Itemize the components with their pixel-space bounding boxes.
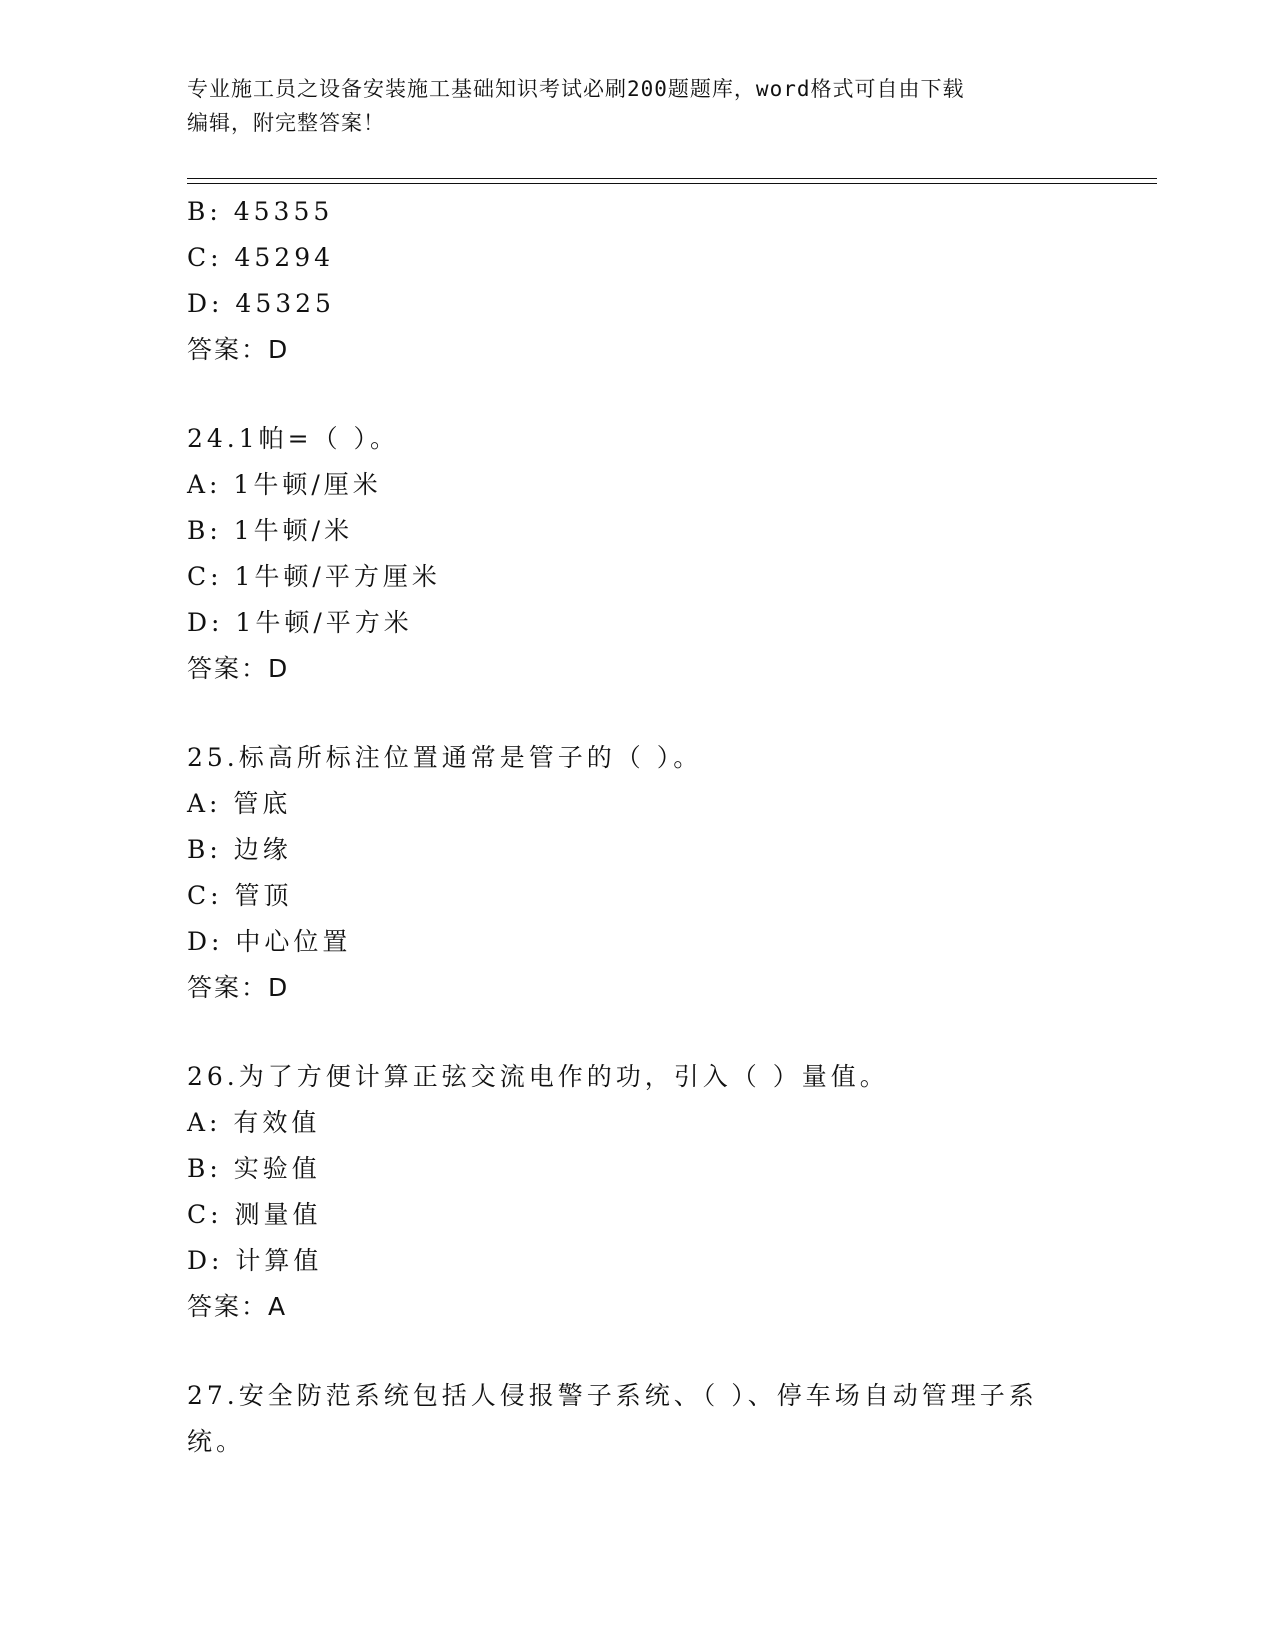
answer-line: 答案：D [187, 654, 290, 683]
header-divider-bottom [187, 183, 1157, 184]
answer-line: 答案：A [187, 1292, 288, 1321]
option-b: B: 1牛顿/米 [187, 516, 354, 545]
question-text: 26.为了方便计算正弦交流电作的功，引入（ ）量值。 [187, 1062, 889, 1091]
option-d: D: 1牛顿/平方米 [187, 608, 413, 637]
question-text: 25.标高所标注位置通常是管子的（ ）。 [187, 743, 703, 772]
document-header [187, 72, 1067, 140]
question-26-block [187, 1054, 1107, 1330]
option-c: C: 管顶 [187, 881, 293, 910]
question-25-block [187, 735, 1107, 1011]
spacer [187, 373, 1107, 416]
option-a: A: 有效值 [187, 1108, 321, 1137]
option-a: A: 管底 [187, 789, 292, 818]
question-text-line-1: 27.安全防范系统包括人侵报警子系统、（ ）、停车场自动管理子系 [187, 1381, 1038, 1410]
option-c: C: 1牛顿/平方厘米 [187, 562, 441, 591]
question-24-block [187, 416, 1107, 692]
option-b: B: 边缘 [187, 835, 292, 864]
spacer [187, 1330, 1107, 1373]
answer-line: 答案：D [187, 973, 290, 1002]
option-d: D: 计算值 [187, 1246, 323, 1275]
option-b: B: 实验值 [187, 1154, 321, 1183]
answer-line: 答案：D [187, 335, 290, 364]
header-divider-top [187, 178, 1157, 179]
option-d: D: 45325 [187, 289, 335, 318]
option-a: A: 1牛顿/厘米 [187, 470, 382, 499]
spacer [187, 1011, 1107, 1054]
option-d: D: 中心位置 [187, 927, 352, 956]
option-c: C: 45294 [187, 243, 335, 272]
question-text-line-2: 统。 [187, 1427, 246, 1456]
header-line-1: 专业施工员之设备安装施工基础知识考试必刷200题题库，word格式可自由下载 [187, 77, 965, 101]
question-27-block [187, 1373, 1107, 1465]
question-text: 24.1帕=（ ）。 [187, 424, 400, 453]
option-c: C: 测量值 [187, 1200, 322, 1229]
spacer [187, 692, 1107, 735]
question-list [187, 189, 1107, 1465]
option-b: B: 45355 [187, 197, 334, 226]
header-line-2: 编辑，附完整答案！ [187, 111, 385, 135]
question-23-block [187, 189, 1107, 373]
